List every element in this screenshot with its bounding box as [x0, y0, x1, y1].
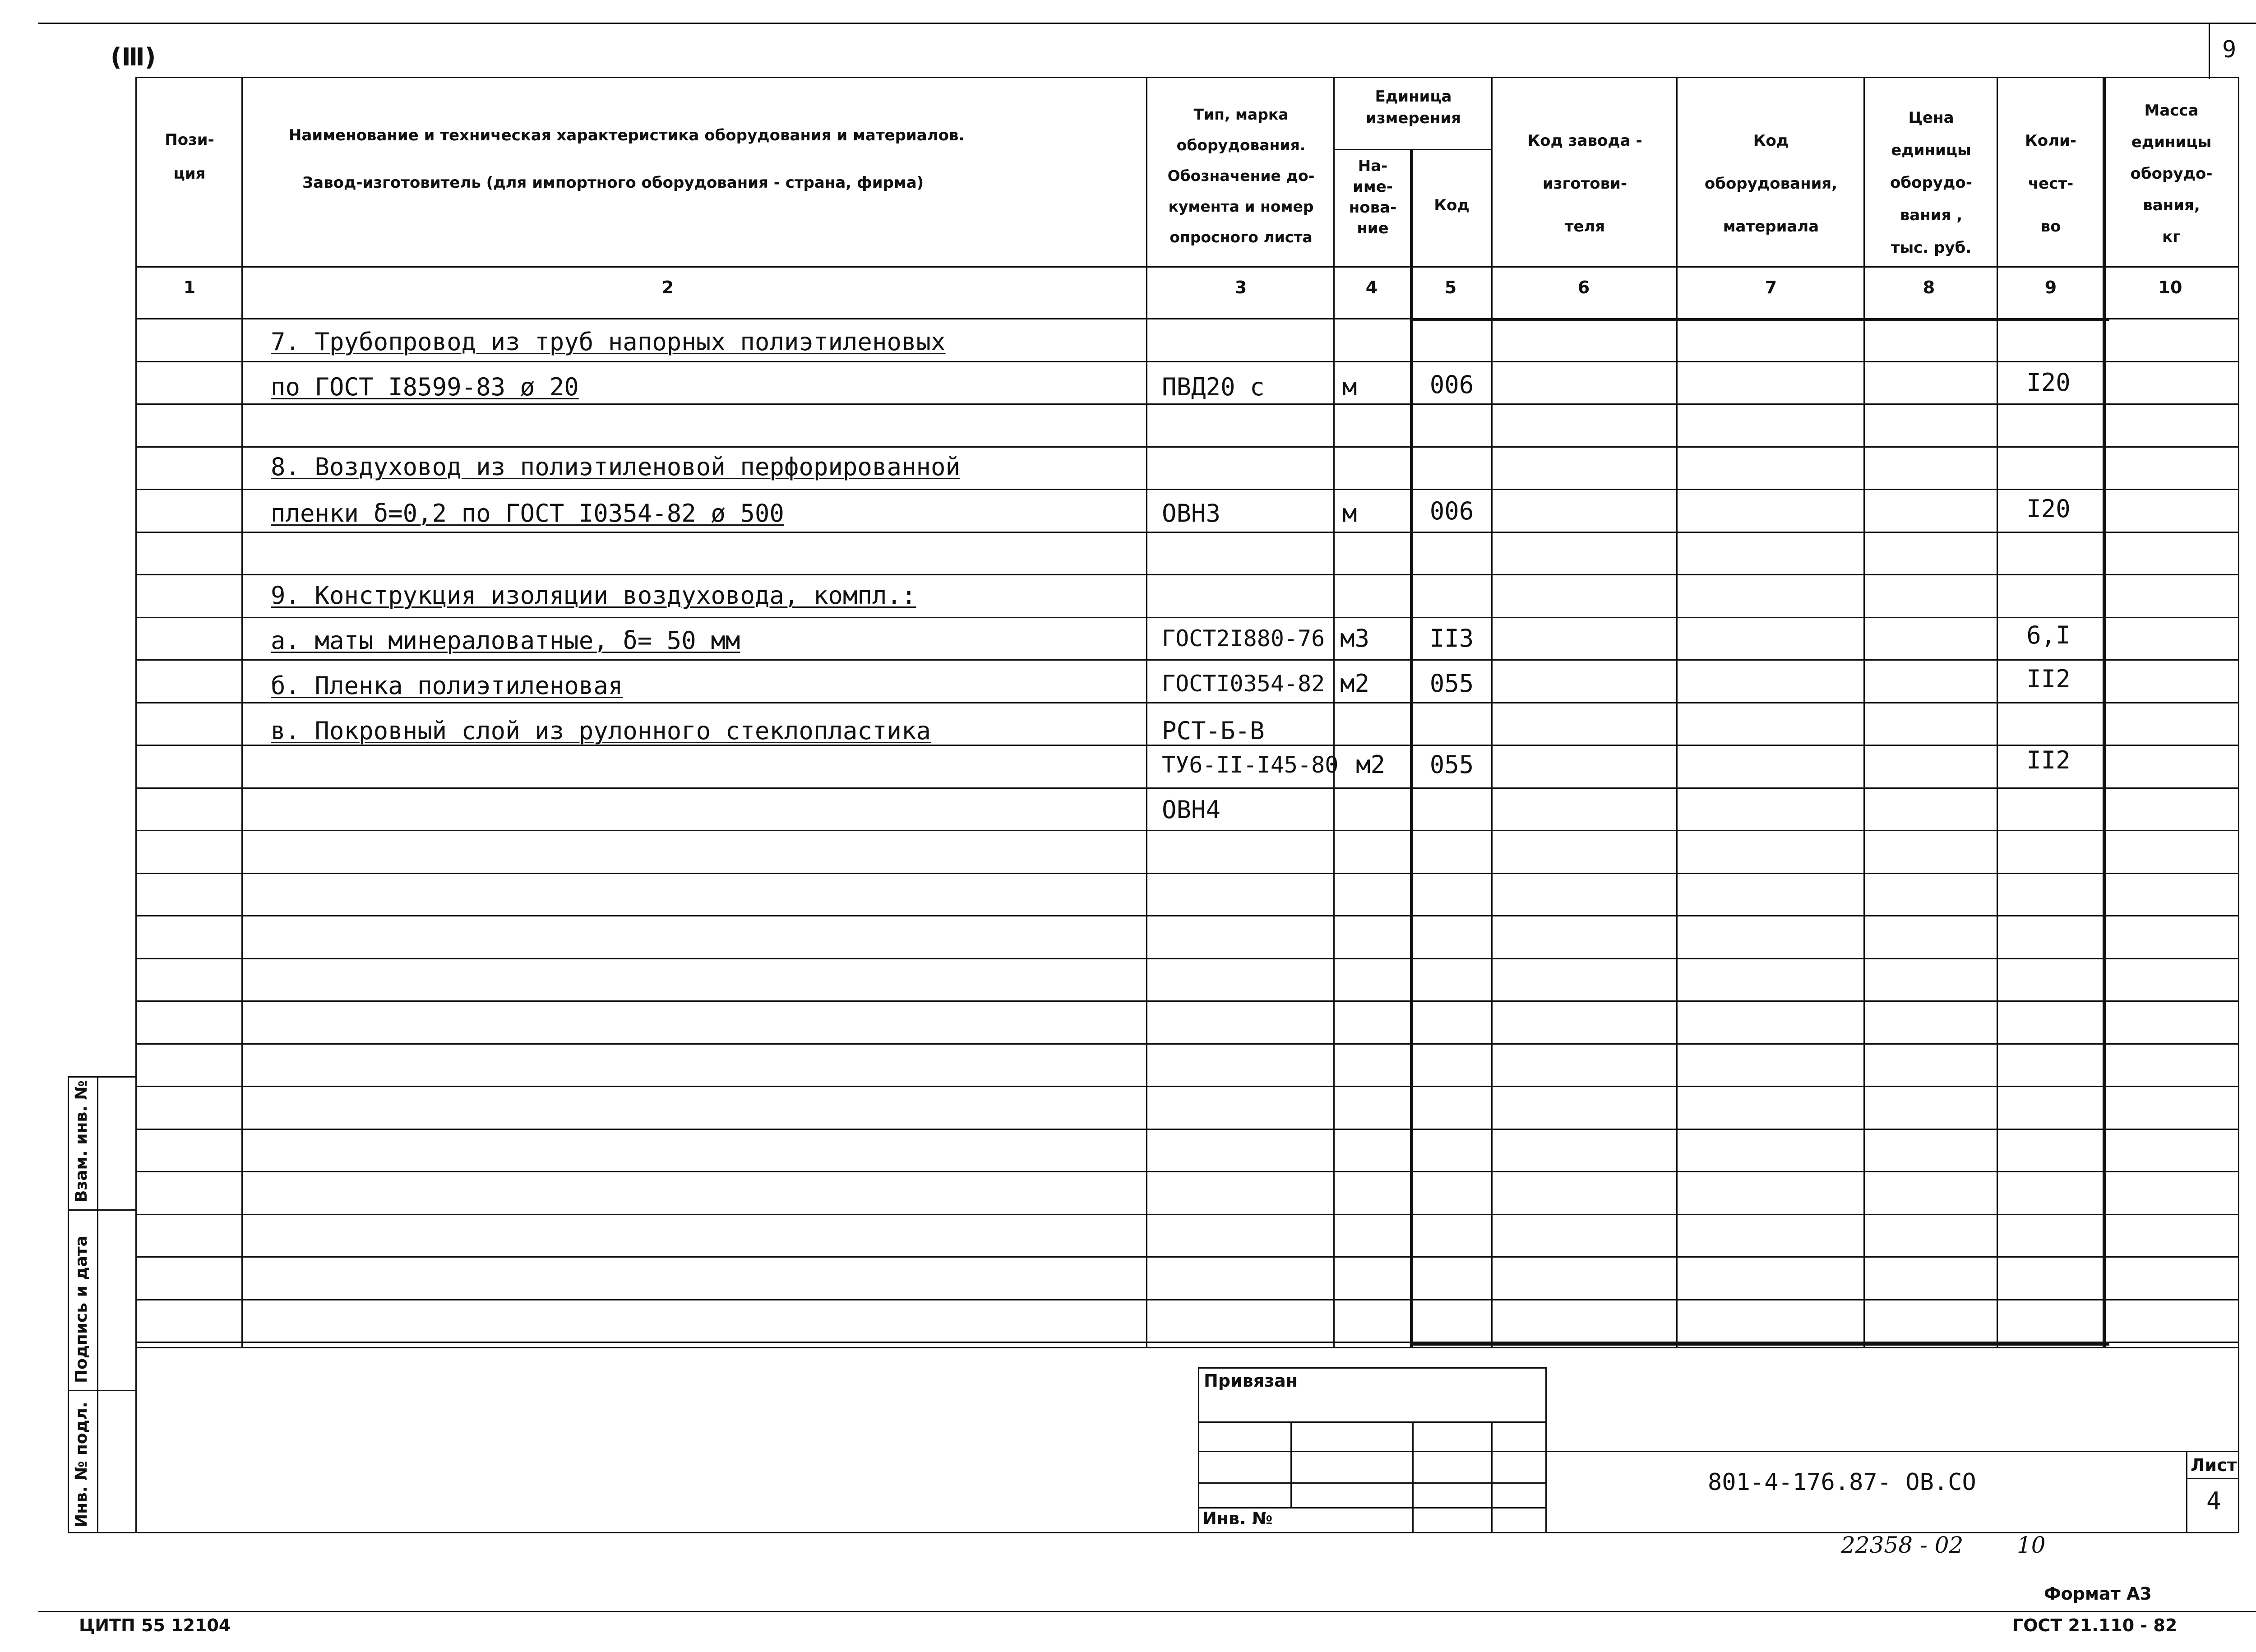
- row-9b-type: ГОСТI0354-82: [1162, 671, 1325, 697]
- row-rule: [135, 403, 2238, 405]
- corner-mark: (Ⅲ): [111, 43, 156, 71]
- top-border: [38, 23, 2256, 24]
- row-9c-name: в. Покровный слой из рулонного стеклопластика: [271, 717, 931, 745]
- col-line-9: [2103, 77, 2106, 1347]
- row-9c-type: РСТ-Б-В: [1162, 717, 1265, 745]
- colnum-3: 3: [1234, 278, 1247, 297]
- table-body-end: [135, 1347, 2238, 1348]
- col-line-8: [1997, 77, 1998, 1347]
- col-line-1: [241, 77, 243, 1347]
- header-material-code: Код оборудования, материала: [1704, 132, 1838, 236]
- row-7b-qty: I20: [2026, 368, 2071, 397]
- row-rule: [135, 617, 2238, 618]
- colnum-2: 2: [661, 278, 674, 297]
- bound-label: Привязан: [1204, 1371, 1298, 1391]
- document-code: 801-4-176.87- ОВ.СО: [1708, 1469, 1976, 1496]
- row-rule: [135, 958, 2238, 959]
- header-mass: Масса единицы оборудо- вания, кг: [2130, 102, 2213, 246]
- side-strip-outer: [68, 1076, 69, 1532]
- row-8b-type: ОВН3: [1162, 499, 1221, 528]
- row-rule: [135, 1043, 2238, 1045]
- tb-right: [1545, 1367, 1547, 1532]
- header-quantity: Коли- чест- во: [2025, 132, 2076, 236]
- page-number-box: [2209, 23, 2210, 79]
- row-rule: [135, 1129, 2238, 1130]
- row-9b-unit: м2: [1340, 669, 1370, 698]
- table-left: [135, 77, 137, 1532]
- format-label: Формат А3: [2044, 1584, 2152, 1604]
- row-rule: [135, 659, 2238, 661]
- row-9a-type: ГОСТ2I880-76: [1162, 625, 1325, 652]
- tb-bound-top: [1198, 1367, 1545, 1369]
- row-rule: [135, 702, 2238, 703]
- page-number: 9: [2222, 36, 2237, 63]
- row-7b-unit: м: [1342, 373, 1357, 401]
- header-price: Цена единицы оборудо- вания , тыс. руб.: [1890, 109, 1972, 257]
- row-8b-unit: м: [1342, 499, 1357, 528]
- row-rule: [135, 532, 2238, 533]
- row-9b-qty: II2: [2026, 665, 2071, 693]
- colnum-6: 6: [1577, 278, 1590, 297]
- row-rule: [135, 787, 2238, 789]
- col-line-2: [1146, 77, 1147, 1347]
- row-rule: [135, 1299, 2238, 1300]
- sheet-label: Лист: [2191, 1455, 2237, 1475]
- row-9-name: 9. Конструкция изоляции воздуховода, компл.:: [271, 581, 916, 610]
- row-rule: [135, 1171, 2238, 1172]
- tb-rule-3: [1198, 1482, 1545, 1484]
- printer-label: ЦИТП 55 12104: [79, 1615, 231, 1635]
- row-9e-type: ОВН4: [1162, 796, 1221, 824]
- row-7b-type: ПВД20 с: [1162, 373, 1265, 401]
- col-line-5: [1491, 77, 1493, 1347]
- row-8b-qty: I20: [2026, 495, 2071, 523]
- row-9d-code: 055: [1429, 750, 1474, 779]
- row-rule: [135, 873, 2238, 874]
- tb-col-2: [1412, 1421, 1414, 1532]
- colnum-9: 9: [2044, 278, 2057, 297]
- header-unit: Единица измерения: [1366, 88, 1461, 127]
- side-strip-inner: [97, 1076, 98, 1532]
- colnum-1: 1: [183, 278, 196, 297]
- tb-col-1: [1290, 1421, 1292, 1507]
- header-position: Пози- ция: [165, 131, 214, 183]
- colnum-4: 4: [1365, 278, 1378, 297]
- row-9d-unit: м2: [1356, 750, 1386, 779]
- row-9a-qty: 6,I: [2026, 621, 2071, 649]
- row-8b-name: пленки δ=0,2 по ГОСТ I0354-82 ø 500: [271, 499, 784, 528]
- bottom-rule: [38, 1611, 2256, 1612]
- row-9a-unit: м3: [1340, 624, 1370, 652]
- side-label-replace: Взам. инв. №: [72, 1080, 91, 1203]
- row-rule: [135, 489, 2238, 490]
- row-rule: [135, 1086, 2238, 1087]
- row-9a-code: II3: [1429, 624, 1474, 652]
- thick-rule-top: [1410, 318, 2109, 321]
- row-rule: [135, 1256, 2238, 1258]
- row-7b-code: 006: [1429, 370, 1474, 399]
- row-rule: [135, 574, 2238, 575]
- tb-rule-1: [1198, 1421, 1545, 1423]
- row-9d-type: ТУ6-II-I45-80: [1162, 752, 1339, 778]
- side-rule-1: [68, 1076, 135, 1078]
- table-right: [2238, 77, 2239, 1532]
- col-line-7: [1863, 77, 1865, 1347]
- row-9b-name: б. Пленка полиэтиленовая: [271, 671, 623, 700]
- row-8b-code: 006: [1429, 497, 1474, 525]
- colnum-10: 10: [2158, 278, 2182, 297]
- row-7b-name: по ГОСТ I8599-83 ø 20: [271, 373, 579, 401]
- row-9d-qty: II2: [2026, 746, 2071, 774]
- colnum-8: 8: [1923, 278, 1935, 297]
- header-unit-code: Код: [1434, 196, 1470, 214]
- row-9b-code: 055: [1429, 669, 1474, 698]
- header-plant-code: Код завода - изготови- теля: [1527, 132, 1642, 236]
- row-8-name: 8. Воздуховод из полиэтиленовой перфорированной: [271, 453, 961, 481]
- col-line-3: [1333, 77, 1335, 1347]
- inv-label: Инв. №: [1202, 1509, 1273, 1528]
- row-rule: [135, 446, 2238, 448]
- thick-rule-bottom: [1410, 1342, 2109, 1346]
- tb-code-top: [1545, 1451, 2238, 1452]
- col-line-6: [1676, 77, 1678, 1347]
- side-rule-3: [68, 1390, 135, 1391]
- tb-sheet-box: [2186, 1451, 2187, 1532]
- archive-number: 22358 - 02: [1841, 1532, 1964, 1558]
- side-label-signature: Подпись и дата: [72, 1236, 91, 1383]
- row-7-name: 7. Трубопровод из труб напорных полиэтиленовых: [271, 328, 946, 356]
- tb-rule-2: [1198, 1451, 1545, 1452]
- tb-sheet-rule: [2186, 1478, 2238, 1479]
- row-rule: [135, 830, 2238, 831]
- header-type: Тип, марка оборудования. Обозначение до- кумента и номер опросного листа: [1167, 106, 1315, 246]
- unit-subheader-rule: [1333, 149, 1491, 150]
- row-rule: [135, 1000, 2238, 1002]
- colnum-5: 5: [1444, 278, 1457, 297]
- row-rule: [135, 1342, 2238, 1343]
- archive-suffix: 10: [2017, 1532, 2046, 1558]
- header-unit-name: На- име- нова- ние: [1349, 157, 1397, 237]
- header-name: Наименование и техническая характеристика оборудования и материалов. Завод-изготовитель (для импортного оборудования - страна, фирма): [289, 126, 965, 192]
- col-line-4: [1410, 149, 1413, 1347]
- sheet-number: 4: [2206, 1487, 2221, 1515]
- side-label-original: Инв. № подл.: [72, 1402, 91, 1527]
- tb-col-3: [1491, 1421, 1493, 1532]
- table-top: [135, 77, 2238, 78]
- row-rule: [135, 1214, 2238, 1215]
- row-rule: [135, 915, 2238, 916]
- gost-label: ГОСТ 21.110 - 82: [2012, 1615, 2177, 1635]
- side-rule-2: [68, 1209, 135, 1211]
- row-rule: [135, 361, 2238, 362]
- row-9a-name: а. маты минераловатные, δ= 50 мм: [271, 626, 740, 655]
- colnum-7: 7: [1765, 278, 1777, 297]
- header-rule: [135, 266, 2238, 268]
